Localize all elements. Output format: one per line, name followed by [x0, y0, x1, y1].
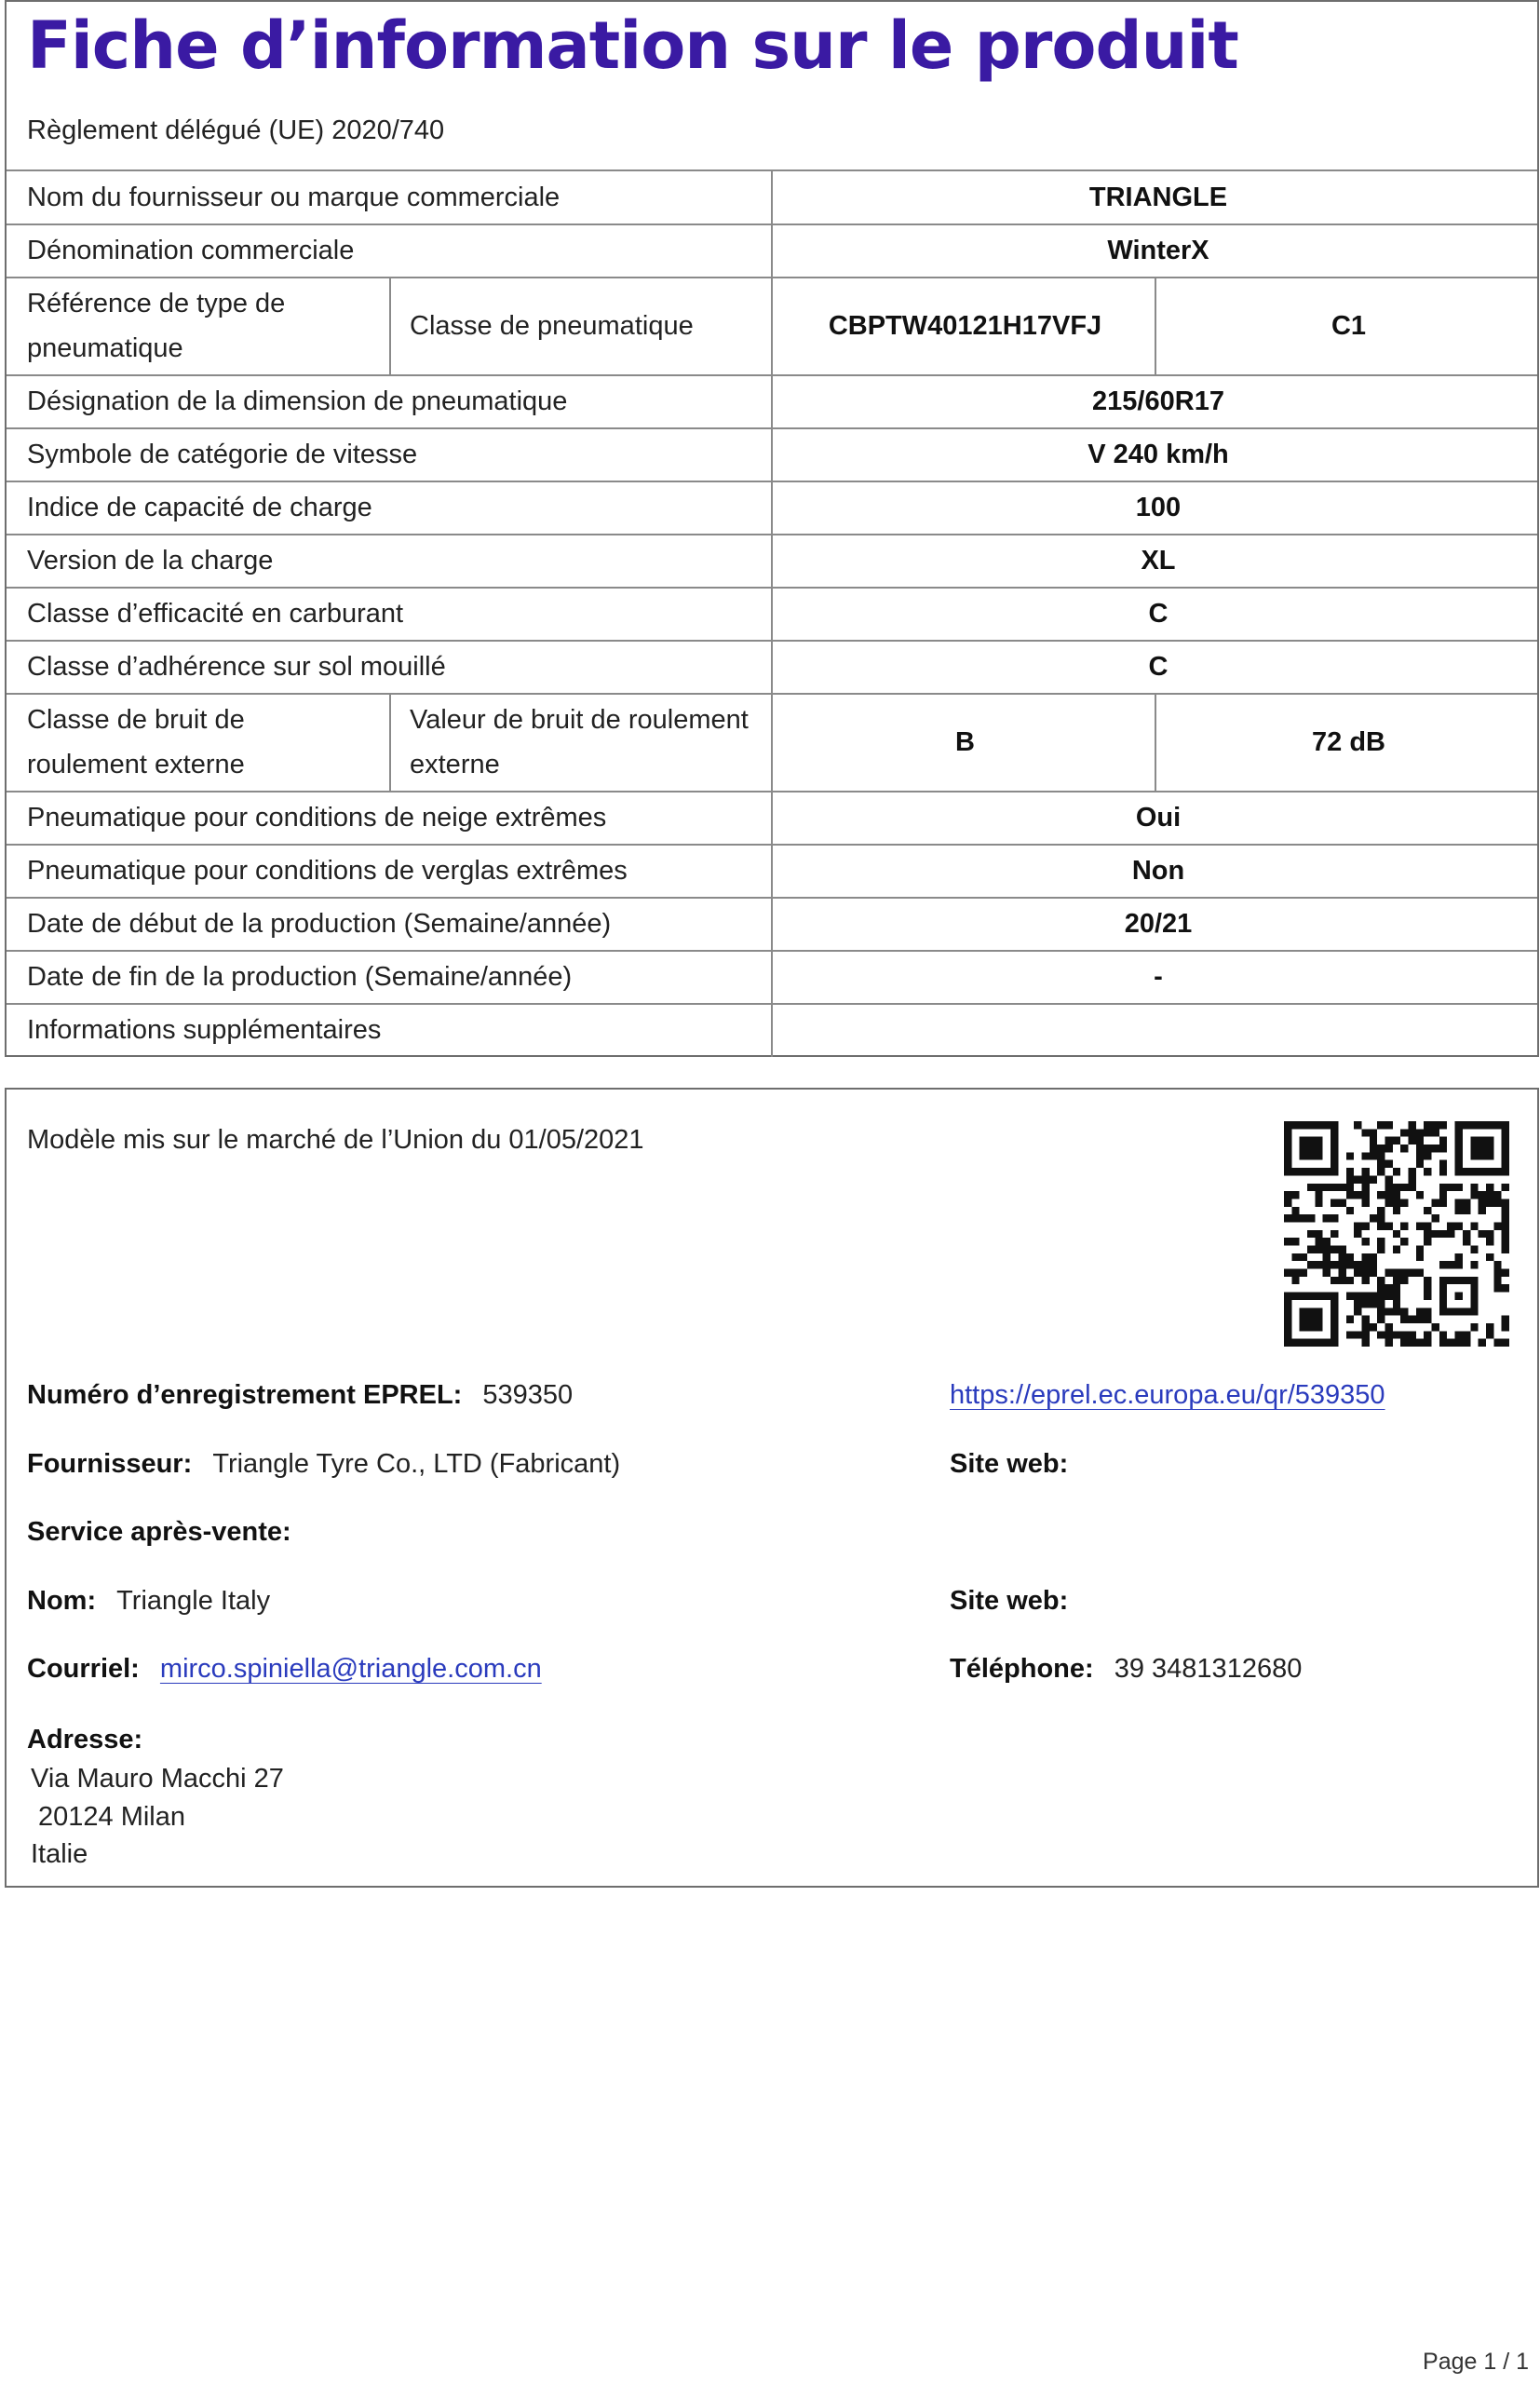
- eprel-number: 539350: [482, 1380, 574, 1410]
- value-tyre-size: 215/60R17: [1092, 386, 1224, 416]
- label-trade-name: Dénomination commerciale: [27, 236, 355, 265]
- value-ice: Non: [1131, 856, 1185, 886]
- column-divider: [771, 169, 773, 1057]
- value-trade-name: WinterX: [1107, 236, 1209, 265]
- label-snow: Pneumatique pour conditions de neige extrêmes: [27, 803, 607, 833]
- service-name-label: Nom:: [27, 1586, 97, 1616]
- value-speed-category: V 240 km/h: [1087, 440, 1229, 469]
- page-title: Fiche d’information sur le produit: [27, 7, 1238, 84]
- address-line-1: Via Mauro Macchi 27: [31, 1764, 284, 1794]
- supplier-info: [27, 1449, 620, 1480]
- column-divider: [389, 693, 391, 791]
- value-wet-grip: C: [1148, 652, 1169, 682]
- label-tyre-size: Désignation de la dimension de pneumatique: [27, 386, 568, 416]
- regulation-subtitle: Règlement délégué (UE) 2020/740: [27, 115, 445, 145]
- value-noise-value: 72 dB: [1312, 727, 1385, 757]
- label-wet-grip: Classe d’adhérence sur sol mouillé: [27, 652, 446, 682]
- eprel-label: Numéro d’enregistrement EPREL:: [27, 1380, 463, 1410]
- value-fuel-efficiency: C: [1148, 599, 1169, 629]
- qr-code-icon: [1284, 1121, 1509, 1347]
- after-sales-heading: Service après-vente:: [27, 1517, 291, 1547]
- label-additional-info: Informations supplémentaires: [27, 1015, 382, 1045]
- address-line-2: 20124 Milan: [38, 1802, 185, 1832]
- value-noise-class: B: [955, 727, 975, 757]
- service-phone: [950, 1654, 1302, 1685]
- supplier-label: Fournisseur:: [27, 1449, 193, 1479]
- value-production-end: -: [1154, 962, 1163, 992]
- phone-label: Téléphone:: [950, 1654, 1094, 1684]
- address-line-3: Italie: [31, 1839, 88, 1869]
- label-production-end: Date de fin de la production (Semaine/année): [27, 962, 573, 992]
- label-type-reference: Référence de type de pneumatique: [27, 289, 286, 363]
- label-ice: Pneumatique pour conditions de verglas extrêmes: [27, 856, 628, 886]
- market-date-text: Modèle mis sur le marché de l’Union du 01/05/2021: [27, 1125, 644, 1155]
- label-load-version: Version de la charge: [27, 546, 274, 576]
- label-tyre-class: Classe de pneumatique: [410, 311, 694, 341]
- eprel-url-link[interactable]: https://eprel.ec.europa.eu/qr/539350: [950, 1380, 1385, 1410]
- label-production-start: Date de début de la production (Semaine/année): [27, 909, 612, 939]
- registration-details-box: [5, 1088, 1539, 1888]
- email-label: Courriel:: [27, 1654, 140, 1684]
- value-load-index: 100: [1135, 493, 1182, 522]
- label-speed-category: Symbole de catégorie de vitesse: [27, 440, 418, 469]
- product-info-table: [5, 0, 1539, 1057]
- value-supplier: TRIANGLE: [1088, 182, 1228, 212]
- label-fuel-efficiency: Classe d’efficacité en carburant: [27, 599, 404, 629]
- value-type-reference: CBPTW40121H17VFJ: [828, 311, 1102, 341]
- eprel-registration: [27, 1380, 573, 1411]
- supplier-name: Triangle Tyre Co., LTD (Fabricant): [212, 1449, 621, 1479]
- phone-number: 39 3481312680: [1114, 1654, 1303, 1684]
- value-production-start: 20/21: [1124, 909, 1193, 939]
- label-noise-value: Valeur de bruit de roulement externe: [410, 705, 749, 779]
- value-load-version: XL: [1141, 546, 1176, 576]
- column-divider: [389, 277, 391, 374]
- page-number: Page 1 / 1: [1423, 2349, 1529, 2375]
- value-additional-info: [776, 1004, 1540, 1056]
- service-name-value: Triangle Italy: [116, 1586, 271, 1616]
- service-website-label: Site web:: [950, 1586, 1069, 1616]
- value-tyre-class: C1: [1331, 311, 1367, 341]
- supplier-website-label: Site web:: [950, 1449, 1069, 1479]
- address-label: Adresse:: [27, 1725, 143, 1754]
- label-noise-class: Classe de bruit de roulement externe: [27, 705, 245, 779]
- email-link[interactable]: mirco.spiniella@triangle.com.cn: [159, 1654, 542, 1684]
- service-name: [27, 1586, 270, 1617]
- value-snow: Oui: [1135, 803, 1182, 833]
- service-email: [27, 1654, 542, 1685]
- label-supplier: Nom du fournisseur ou marque commerciale: [27, 182, 561, 212]
- label-load-index: Indice de capacité de charge: [27, 493, 372, 522]
